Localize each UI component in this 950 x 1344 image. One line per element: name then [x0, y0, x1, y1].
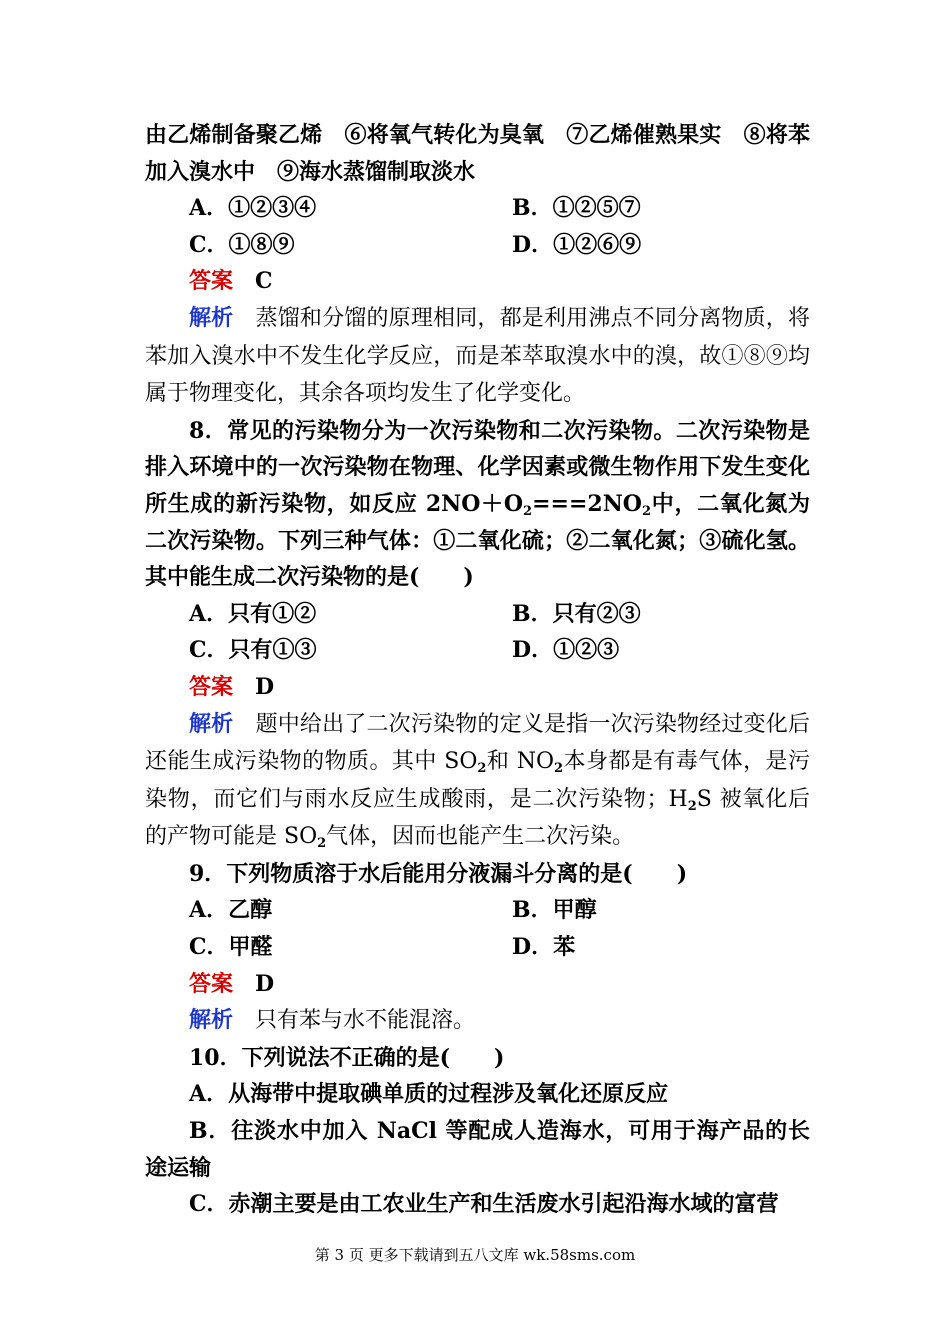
answer-label: 答案 [189, 268, 234, 295]
option-a: A．从海带中提取碘单质的过程涉及氧化还原反应 [189, 1081, 669, 1108]
option-c: C．甲醛 [189, 934, 273, 961]
answer-value: D [255, 673, 275, 700]
answer-line [145, 966, 810, 1003]
option-a: A．①②③④ [189, 195, 317, 222]
option-d: D．①②③ [512, 637, 620, 664]
answer-label: 答案 [189, 673, 234, 700]
option-d: D．①②⑥⑨ [512, 231, 642, 258]
answer-line [145, 669, 810, 706]
option-b: B．甲醇 [512, 897, 597, 924]
question-8-stem: 8．常见的污染物分为一次污染物和二次污染物。二次污染物是排入环境中的一次污染物在物理、化学因素或微生物作用下发生变化所生成的新污染物，如反应 $2NO+O_2===2NO_2$中，二氧化氮为二次污染物。下列三种气体：①二氧化硫；②二氧化氮；③硫化氢。其中能生成二次污染物的是( ) [145, 417, 810, 591]
question-10-stem: 10．下列说法不正确的是( ) [189, 1044, 505, 1071]
analysis-paragraph [145, 706, 810, 856]
analysis-text: 只有苯与水不能混溶。 [255, 1008, 476, 1034]
answer-value: D [255, 970, 275, 997]
document-body [145, 117, 810, 1223]
answer-label: 答案 [189, 970, 234, 997]
answer-value: C [255, 268, 273, 295]
question-9-stem: 9．下列物质溶于水后能用分液漏斗分离的是( ) [189, 860, 688, 887]
option-d: D．苯 [512, 934, 576, 961]
options-row [145, 892, 810, 929]
prev-question-tail: 由乙烯制备聚乙烯 ⑥将氧气转化为臭氧 ⑦乙烯催熟果实 ⑧将苯加入溴水中 ⑨海水蒸馏制取淡水 [145, 122, 810, 185]
analysis-text: 题中给出了二次污染物的定义是指一次污染物经过变化后还能生成污染物的物质。其中 $SO_2$和 $NO_2$本身都是有毒气体，是污染物，而它们与雨水反应生成酸雨，是二次污染物；$H_2S$ 被氧化后的产物可能是 $SO_2$气体，因而也能产生二次污染。 [145, 711, 810, 852]
analysis-text: 蒸馏和分馏的原理相同，都是利用沸点不同分离物质，将苯加入溴水中不发生化学反应，而是苯萃取溴水中的溴，故①⑧⑨均属于物理变化，其余各项均发生了化学变化。 [145, 305, 810, 407]
options-row [145, 632, 810, 669]
analysis-label: 解析 [189, 304, 234, 331]
answer-line [145, 263, 810, 300]
option-b: B．往淡水中加入 NaCl 等配成人造海水，可用于海产品的长途运输 [145, 1118, 810, 1181]
option-a: A．只有①② [189, 600, 317, 627]
options-row [145, 190, 810, 227]
option-b: B．只有②③ [512, 600, 641, 627]
options-row [145, 227, 810, 264]
analysis-paragraph [145, 300, 810, 413]
option-c: C．只有①③ [189, 637, 317, 664]
options-row [145, 929, 810, 966]
option-c: C．赤潮主要是由工农业生产和生活废水引起沿海水域的富营 [189, 1191, 779, 1218]
option-a: A．乙醇 [189, 897, 273, 924]
option-b: B．①②⑤⑦ [512, 195, 641, 222]
page-footer: 第 3 页 更多下载请到五八文库 wk.58sms.com [314, 1246, 636, 1264]
options-row [145, 596, 810, 633]
analysis-label: 解析 [189, 1007, 234, 1034]
analysis-label: 解析 [189, 710, 234, 737]
analysis-paragraph [145, 1002, 810, 1040]
option-c: C．①⑧⑨ [189, 231, 295, 258]
